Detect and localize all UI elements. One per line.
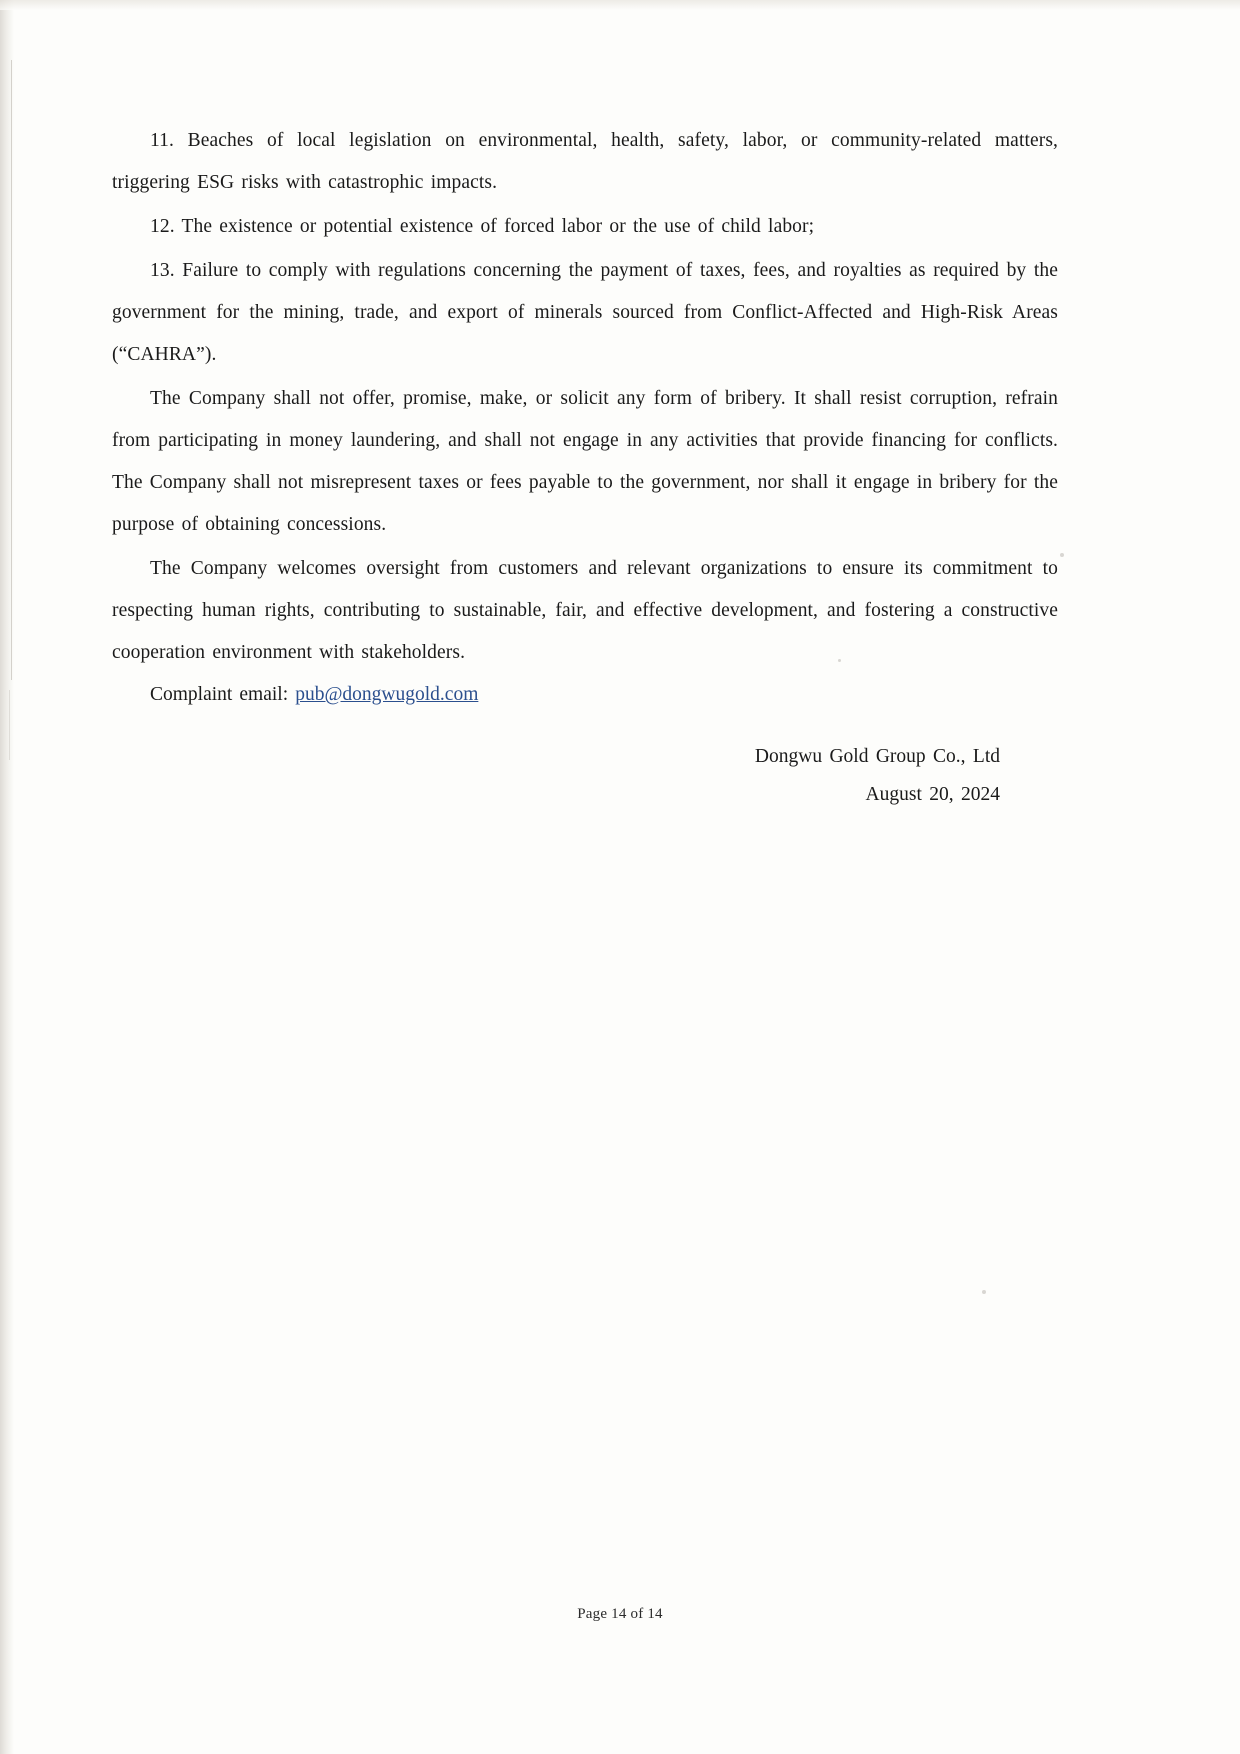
signature-block [112,738,1058,814]
paragraph-item-11 [112,120,1058,204]
signature-company: Dongwu Gold Group Co., Ltd [754,746,1000,767]
scan-edge-top-shadow [0,0,1240,10]
paragraph-text: The Company shall not offer, promise, make, or solicit any form of bribery. It shall resist corruption, refrain from participating in money laundering, and shall not engage in any activities that provide financing for conflicts. The Company shall not misrepresent taxes or fees payable to the government, nor shall it engage in bribery for the purpose of obtaining concessions. [112,388,1058,535]
scan-speck [982,1290,986,1294]
scan-speck [1060,553,1064,557]
paragraph-bribery-statement [112,378,1058,546]
signature-date: August 20, 2024 [865,784,1000,805]
paragraph-text: The Company welcomes oversight from customers and relevant organizations to ensure its commitment to respecting human rights, contributing to sustainable, fair, and effective development, and fostering a constructive cooperation environment with stakeholders. [112,558,1058,663]
page-footer: Page 14 of 14 [577,1606,663,1622]
paragraph-item-12 [112,206,1058,248]
paragraph-text: 13. Failure to comply with regulations concerning the payment of taxes, fees, and royalties as required by the government for the mining, trade, and export of minerals sourced from Conflict-Affected and High-Risk Areas (“CAHRA”). [112,260,1058,365]
scan-artifact-line-secondary [9,690,10,760]
paragraph-text: 11. Beaches of local legislation on environmental, health, safety, labor, or community-related matters, triggering ESG risks with catastrophic impacts. [112,130,1058,193]
complaint-email-link[interactable]: pub@dongwugold.com [295,684,479,705]
complaint-email-line [112,674,1058,716]
complaint-email-label: Complaint email: [150,684,289,705]
paragraph-oversight-statement [112,548,1058,674]
paragraph-text: 12. The existence or potential existence of forced labor or the use of child labor; [150,216,815,237]
scan-artifact-line [11,60,12,680]
document-body [112,120,1058,814]
paragraph-item-13 [112,250,1058,376]
